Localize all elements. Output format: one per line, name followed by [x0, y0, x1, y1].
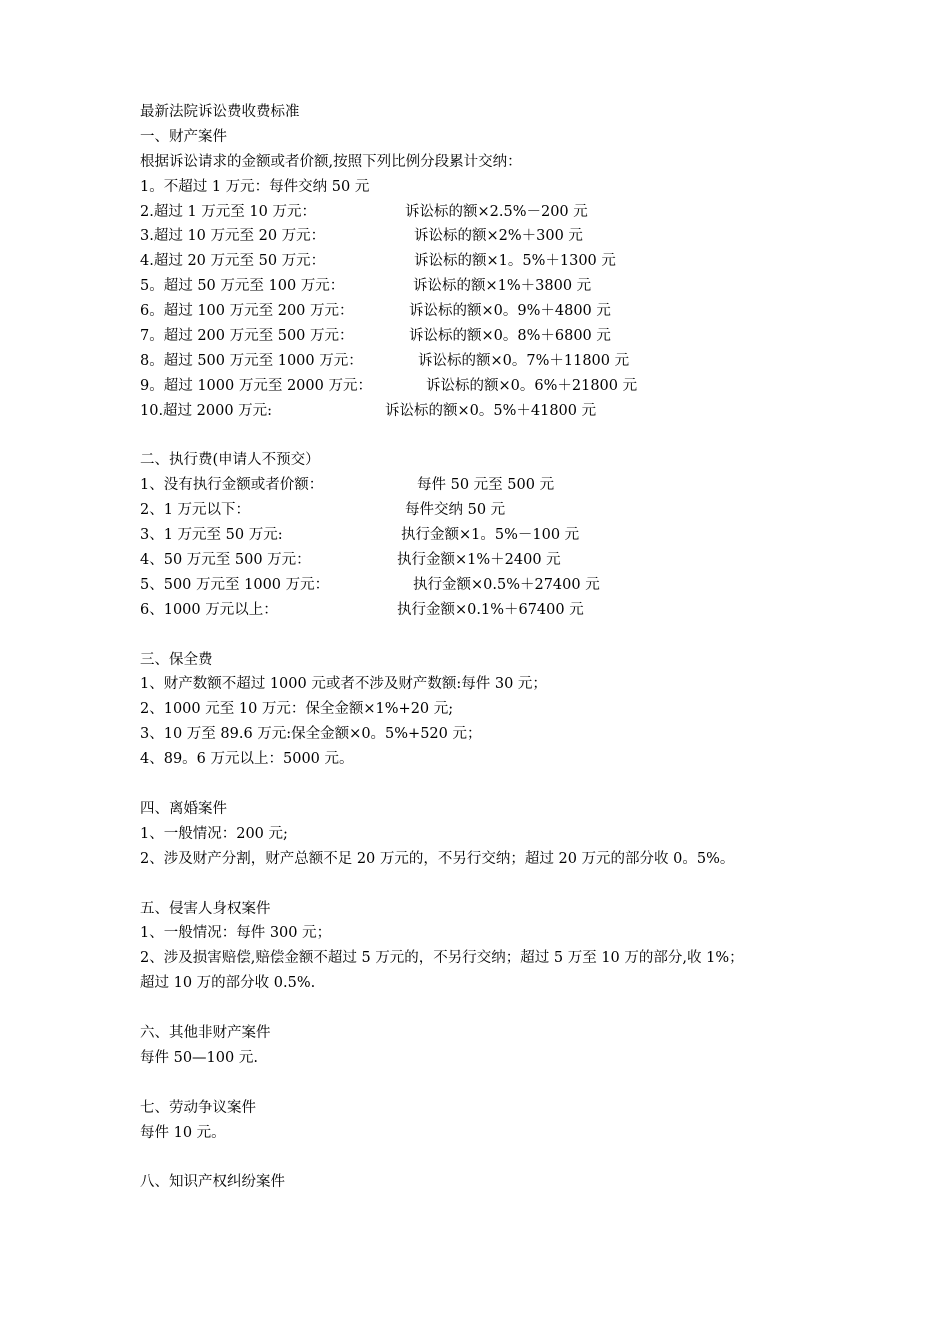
- section-heading-preservation-fee: 三、保全费: [140, 651, 213, 668]
- fee-formula: 诉讼标的额×0。7%＋11800 元: [418, 352, 630, 369]
- fee-range: 6。超过 100 万元至 200 万元：: [140, 303, 354, 320]
- exec-row-3: [140, 523, 840, 548]
- fee-row-9: [140, 374, 840, 399]
- spacer: [140, 1145, 840, 1170]
- section-intro: 根据诉讼请求的金额或者价额,按照下列比例分段累计交纳：: [140, 153, 522, 170]
- fee-row-6: [140, 299, 840, 324]
- fee-row-4: [140, 249, 840, 274]
- fee-range: 8。超过 500 万元至 1000 万元：: [140, 352, 363, 369]
- text-line: 3、10 万至 89.6 万元:保全金额×0。5%+520 元；: [140, 726, 482, 743]
- text-line: 2、1000 元至 10 万元：保全金额×1%+20 元;: [140, 701, 454, 718]
- fee-row-8: [140, 349, 840, 374]
- fee-range: 6、1000 万元以上：: [140, 601, 278, 618]
- fee-formula: 诉讼标的额×2.5%－200 元: [405, 203, 588, 220]
- fee-row-10: [140, 399, 840, 424]
- text-line: 每件 10 元。: [140, 1124, 226, 1141]
- spacer: [140, 1071, 840, 1096]
- fee-range: 3.超过 10 万元至 20 万元：: [140, 228, 326, 245]
- fee-formula: 诉讼标的额×0。9%＋4800 元: [409, 303, 611, 320]
- text-line: 超过 10 万的部分收 0.5%.: [140, 975, 316, 992]
- text-line: 4、89。6 万元以上：5000 元。: [140, 751, 354, 768]
- exec-row-2: [140, 498, 840, 523]
- fee-formula: 每件交纳 50 元: [405, 502, 506, 519]
- fee-range: 5、500 万元至 1000 万元：: [140, 576, 330, 593]
- fee-range: 1、没有执行金额或者价额：: [140, 477, 324, 494]
- text-line: 2、涉及损害赔偿,赔偿金额不超过 5 万元的，不另行交纳；超过 5 万至 10 万的部分,收 1%；: [140, 950, 744, 967]
- fee-range: 4.超过 20 万元至 50 万元：: [140, 253, 326, 270]
- fee-formula: 执行金额×0.5%＋27400 元: [413, 576, 600, 593]
- fee-formula: 执行金额×1%＋2400 元: [397, 552, 561, 569]
- text-line: 2、涉及财产分割，财产总额不足 20 万元的，不另行交纳；超过 20 万元的部分收 0。5%。: [140, 850, 735, 867]
- fee-range: 2.超过 1 万元至 10 万元：: [140, 203, 316, 220]
- fee-range: 2、1 万元以下：: [140, 502, 251, 519]
- text-line: 1、一般情况：每件 300 元；: [140, 925, 332, 942]
- fee-row-1: 1。不超过 1 万元：每件交纳 50 元: [140, 178, 370, 195]
- section-heading-execution-fee: 二、执行费(申请人不预交）: [140, 452, 320, 469]
- section-heading-property-cases: 一、财产案件: [140, 128, 227, 145]
- fee-range: 5。超过 50 万元至 100 万元：: [140, 278, 345, 295]
- text-line: 每件 50—100 元.: [140, 1049, 258, 1066]
- fee-formula: 诉讼标的额×1。5%＋1300 元: [414, 253, 616, 270]
- fee-range: 10.超过 2000 万元:: [140, 402, 273, 419]
- fee-formula: 诉讼标的额×0。8%＋6800 元: [409, 328, 611, 345]
- fee-formula: 诉讼标的额×1%＋3800 元: [413, 278, 592, 295]
- document-page: [140, 100, 840, 1195]
- document-title: 最新法院诉讼费收费标准: [140, 104, 300, 120]
- fee-range: 4、50 万元至 500 万元：: [140, 552, 311, 569]
- exec-row-1: [140, 473, 840, 498]
- text-line: 1、一般情况：200 元;: [140, 825, 288, 842]
- fee-row-5: [140, 274, 840, 299]
- exec-row-4: [140, 548, 840, 573]
- fee-formula: 执行金额×1。5%－100 元: [401, 527, 580, 544]
- section-heading-other-non-property-cases: 六、其他非财产案件: [140, 1024, 271, 1041]
- section-heading-labor-dispute-cases: 七、劳动争议案件: [140, 1099, 256, 1116]
- spacer: [140, 424, 840, 449]
- exec-row-5: [140, 573, 840, 598]
- fee-range: 7。超过 200 万元至 500 万元：: [140, 328, 354, 345]
- fee-formula: 每件 50 元至 500 元: [417, 477, 555, 494]
- fee-formula: 执行金额×0.1%＋67400 元: [397, 601, 584, 618]
- fee-formula: 诉讼标的额×2%＋300 元: [414, 228, 583, 245]
- fee-row-3: [140, 224, 840, 249]
- exec-row-6: [140, 598, 840, 623]
- fee-range: 9。超过 1000 万元至 2000 万元：: [140, 377, 372, 394]
- fee-formula: 诉讼标的额×0。5%＋41800 元: [385, 402, 597, 419]
- spacer: [140, 623, 840, 648]
- fee-row-2: [140, 200, 840, 225]
- section-heading-ip-dispute-cases: 八、知识产权纠纷案件: [140, 1174, 285, 1191]
- section-heading-personal-rights-cases: 五、侵害人身权案件: [140, 900, 271, 917]
- spacer: [140, 872, 840, 897]
- section-heading-divorce-cases: 四、离婚案件: [140, 800, 227, 817]
- text-line: 1、财产数额不超过 1000 元或者不涉及财产数额:每件 30 元；: [140, 676, 547, 693]
- spacer: [140, 996, 840, 1021]
- spacer: [140, 772, 840, 797]
- fee-formula: 诉讼标的额×0。6%＋21800 元: [426, 377, 638, 394]
- fee-range: 3、1 万元至 50 万元:: [140, 527, 283, 544]
- fee-row-7: [140, 324, 840, 349]
